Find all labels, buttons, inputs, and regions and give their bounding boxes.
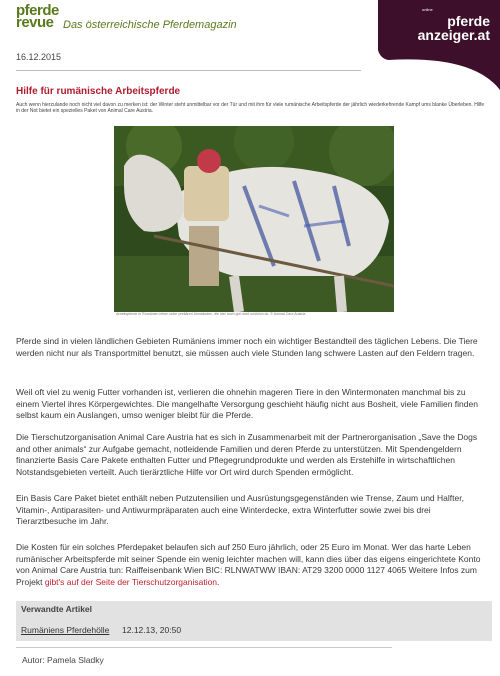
related-article-date: 12.12.13, 20:50	[122, 625, 182, 635]
brand-wordmark	[418, 14, 490, 42]
related-article-link[interactable]: Rumäniens Pferdehölle	[21, 625, 110, 635]
logo-word-revue: revue	[16, 14, 54, 31]
article-lead: Auch wenn hierzulande noch nicht viel davon zu merken ist: der Winter steht unmittelbar vor der Tür und mit ihm für viele rumänische Arbeitspferde der jährlich wiederkehrende Kampf ums blanke Überleben. Hilfe in der Not bietet ein spezielles Paket von Animal Care Austria.	[16, 102, 485, 114]
related-heading: Verwandte Artikel	[21, 604, 93, 614]
donation-text-end: .	[217, 576, 220, 587]
organisation-link[interactable]: gibt's auf der Seite der Tierschutzorganisation	[44, 576, 218, 587]
logo-word-pferde: pferde	[16, 2, 59, 19]
body-paragraph: Weil oft viel zu wenig Futter vorhanden ist, verlieren die ohnehin mageren Tiere in den Wintermonaten manchmal bis zu einem Viertel ihres Körpergewichtes. Die mangelhafte Versorgung geschieht häufig nicht aus Bosheit, viele Familien finden selbst kaum ein Auslangen, umso weniger bleibt für die Pferde.	[16, 387, 478, 420]
article-author: Autor: Pamela Sladky	[22, 655, 104, 665]
body-paragraph: Ein Basis Care Paket bietet enthält neben Putzutensilien und Ausrüstungsgegenständen wie Trense, Zaum und Halfter, Vitamin-, Antiparasiten- und Antiwurmpräparaten auch eine Winterdecke, extra Winterfutter sowie zwei bis drei Tierarztbesuche im Jahr.	[16, 493, 464, 526]
body-paragraph: Die Tierschutzorganisation Animal Care Austria hat es sich in Zusammenarbeit mit der Partnerorganisation „Save the Dogs and other animals“ zur Aufgabe gemacht, notleidende Familien und deren Pferde zu unterstützen. Mit Spendengeldern finanzierte Basis Care Pakete enthalten Futter und Pflegegrundprodukte und werden als Erstehilfe in wirtschaftlichen Notstandsgebieten verteilt. Auch tierärztliche Hilfe vor Ort wird durch Spenden ermöglicht.	[16, 432, 478, 477]
brand-word-top: pferde	[447, 13, 490, 29]
article-title: Hilfe für rumänische Arbeitspferde	[16, 86, 181, 97]
footer-divider	[16, 647, 392, 648]
header-divider	[16, 70, 361, 71]
pferderevue-logo[interactable]	[16, 2, 237, 31]
site-tagline: Das österreichische Pferdemagazin	[63, 19, 237, 31]
brand-small-label: online	[422, 7, 433, 12]
related-articles-box	[16, 601, 492, 641]
article-photo	[114, 126, 394, 312]
article-date: 16.12.2015	[16, 52, 62, 62]
body-paragraph-donation	[16, 542, 486, 588]
body-paragraph: Pferde sind in vielen ländlichen Gebieten Rumäniens immer noch ein wichtiger Bestandteil des täglichen Lebens. Die Tiere werden nicht nur als Transportmittel benutzt, sie müssen auch viele Stunden lang schwere Lasten auf den Feldern tragen.	[16, 336, 478, 358]
donation-text: Die Kosten für ein solches Pferdepaket belaufen sich auf 250 Euro jährlich, oder 25 Euro im Monat. Wer das harte Leben rumänischer Arbeitspferde mit seiner Spende ein wenig leichter machen will, kann dies über das eigens eingerichtete Konto von Animal Care Austria tun: Raiffeisenbank Wien BIC: RLNWATWW IBAN: AT29 3200 0000 1127 4065 Weitere Infos zum Projekt	[16, 542, 481, 587]
brand-word-bottom: anzeiger.at	[417, 27, 490, 43]
photo-caption: Arbeitspferde in Rumänien leben unter prekären Umständen, die hier auch gut nicht unüblich ist. © Animal Care Austria	[116, 312, 306, 316]
